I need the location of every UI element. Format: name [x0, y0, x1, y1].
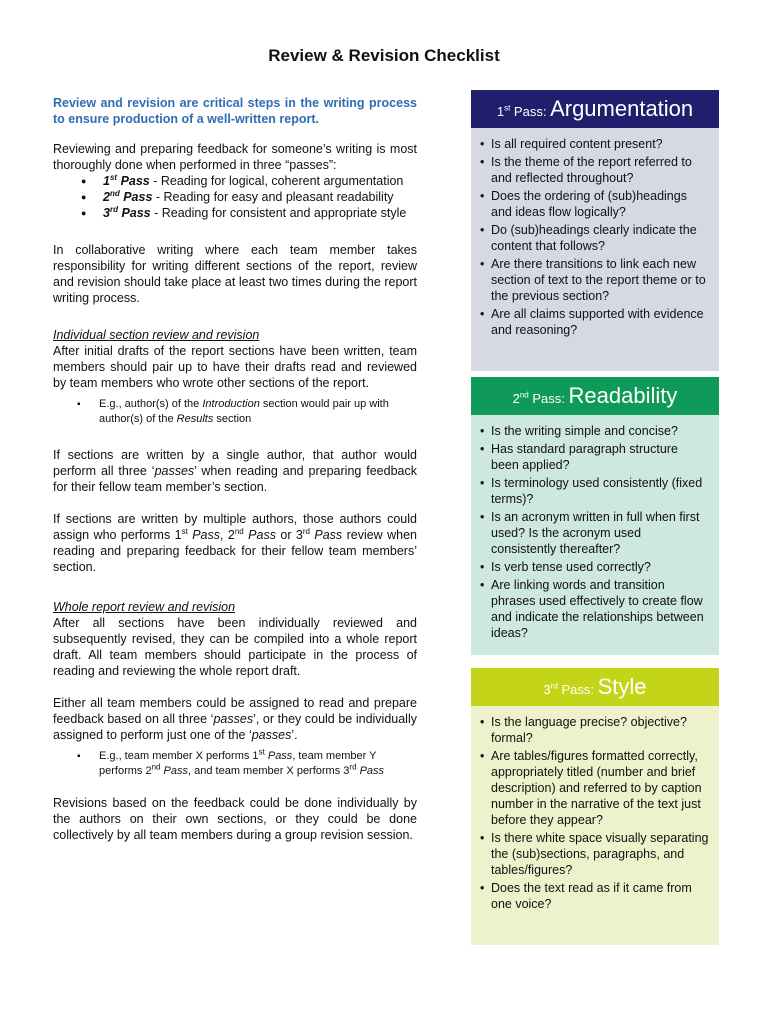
left-column	[53, 95, 417, 843]
intro-text: Review and revision are critical steps in the writing process to ensure production of a well-written report.	[53, 96, 417, 126]
paragraph-assignment: Either all team members could be assigned to read and prepare feedback based on all three ‘passes’, or they could be individually assigned to perform just one of the ‘passes’.	[53, 696, 417, 742]
checklist-item: • Is terminology used consistently (fixed terms)?	[491, 475, 709, 507]
example-item: ▪ E.g., team member X performs 1st Pass, team member Y performs 2nd Pass, and team member X performs 3rd Pass	[99, 749, 417, 779]
pass-list	[53, 173, 417, 221]
style-list	[471, 706, 719, 920]
example-item: ▪ E.g., author(s) of the Introduction section would pair up with author(s) of the Results section	[99, 397, 417, 427]
checklist-item: • Are tables/figures formatted correctly, appropriately titled (number and brief description) and referred to by caption number in the narrative of the text just before they appear?	[491, 748, 709, 828]
checklist-item: • Does the text read as if it came from one voice?	[491, 880, 709, 912]
section-heading-whole: Whole report review and revision	[53, 600, 236, 614]
checklist-item: • Is there white space visually separating the (sub)sections, paragraphs, and tables/figures?	[491, 830, 709, 878]
checklist-item: • Are all claims supported with evidence and reasoning?	[491, 306, 709, 338]
page-title: Review & Revision Checklist	[268, 46, 500, 65]
checklist-item: • Is an acronym written in full when first used? Is the acronym used consistently thereafter?	[491, 509, 709, 557]
pass-item: ● 3rd Pass - Reading for consistent and appropriate style	[103, 205, 417, 221]
style-header: 3rd Pass: Style	[471, 668, 719, 706]
argumentation-box	[471, 90, 719, 371]
checklist-item: • Are linking words and transition phrases used effectively to create flow and indicate the relationships between ideas?	[491, 577, 709, 641]
checklist-item: • Is the theme of the report referred to and reflected throughout?	[491, 154, 709, 186]
style-box	[471, 668, 719, 945]
argumentation-header: 1st Pass: Argumentation	[471, 90, 719, 128]
pass-item: ● 2nd Pass - Reading for easy and pleasant readability	[103, 189, 417, 205]
pass-item: ● 1st Pass - Reading for logical, coherent argumentation	[103, 173, 417, 189]
checklist-item: • Is verb tense used correctly?	[491, 559, 709, 575]
readability-box	[471, 377, 719, 655]
checklist-item: • Do (sub)headings clearly indicate the content that follows?	[491, 222, 709, 254]
checklist-item: • Is the writing simple and concise?	[491, 423, 709, 439]
readability-header: 2nd Pass: Readability	[471, 377, 719, 415]
checklist-item: • Is all required content present?	[491, 136, 709, 152]
checklist-item: • Does the ordering of (sub)headings and ideas flow logically?	[491, 188, 709, 220]
paragraph-single-author: If sections are written by a single author, that author would perform all three ‘passes’ when reading and preparing feedback for their fellow team member’s section.	[53, 448, 417, 494]
checklist-item: • Has standard paragraph structure been applied?	[491, 441, 709, 473]
example-list	[53, 397, 417, 427]
paragraph-whole-report: After all sections have been individually reviewed and subsequently revised, they can be compiled into a whole report draft. All team members should participate in the process of reading and reviewing the whole report draft.	[53, 616, 417, 678]
paragraph-passes-intro: Reviewing and preparing feedback for someone’s writing is most thoroughly done when performed in three “passes”:	[53, 142, 417, 172]
example-list	[53, 749, 417, 779]
paragraph-collaborative: In collaborative writing where each team member takes responsibility for writing different sections of the report, review and revision should take place at least two times during the report writing process.	[53, 243, 417, 305]
readability-list	[471, 415, 719, 649]
paragraph-multiple-authors: If sections are written by multiple authors, those authors could assign who performs 1st Pass, 2nd Pass or 3rd Pass review when reading and preparing feedback for their fellow team members’ section.	[53, 512, 417, 574]
checklist-item: • Are there transitions to link each new section of text to the report theme or to the previous section?	[491, 256, 709, 304]
checklist-item: • Is the language precise? objective? formal?	[491, 714, 709, 746]
paragraph-revisions: Revisions based on the feedback could be done individually by the authors on their own sections, or they could be done collectively by all team members during a group revision session.	[53, 796, 417, 842]
paragraph-individual: After initial drafts of the report sections have been written, team members should pair up to have their drafts read and reviewed by team members who wrote other sections of the report.	[53, 344, 417, 390]
argumentation-list	[471, 128, 719, 346]
section-heading-individual: Individual section review and revision	[53, 328, 260, 342]
